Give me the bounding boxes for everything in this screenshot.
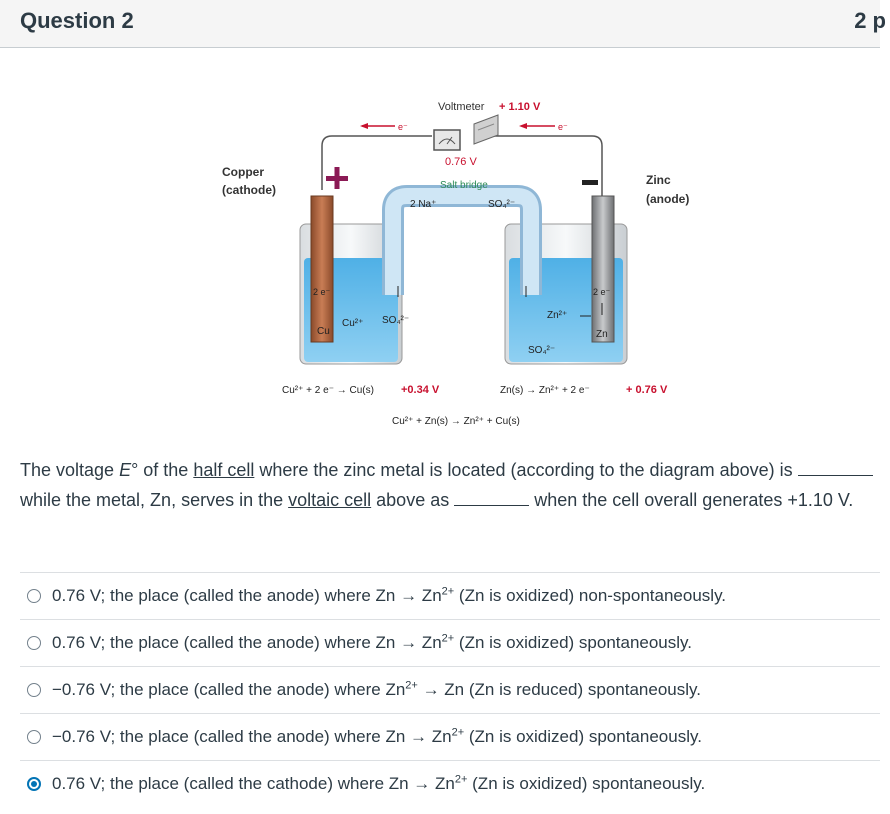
answer-option-5[interactable] [20, 760, 880, 807]
radio-button-selected[interactable] [27, 777, 41, 791]
zinc-half-reaction: Zn(s) → Zn²⁺ + 2 e⁻ [500, 385, 590, 396]
answer-list [20, 572, 880, 807]
prompt-text: above as [371, 490, 455, 510]
question-points: 2 p [854, 8, 886, 33]
answer-label: −0.76 V; the place (called the anode) where $Zn \to Zn^{2+}$ (Zn is oxidized) spontaneously. [52, 726, 702, 746]
zn-ion-label: Zn²⁺ [547, 310, 568, 321]
zn-electron-label: 2 e⁻ [593, 287, 611, 297]
radio-button[interactable] [27, 683, 41, 697]
voltmeter-label: Voltmeter [438, 101, 485, 113]
meter-reading: 0.76 V [445, 156, 477, 168]
so4-left-label: SO₄²⁻ [382, 315, 410, 326]
answer-label: 0.76 V; the place (called the cathode) where $Zn \to Zn^{2+}$ (Zn is oxidized) spontaneously. [52, 773, 706, 793]
answer-option-4[interactable] [20, 713, 880, 760]
question-title: Question 2 [20, 8, 134, 33]
anode-label: (anode) [646, 192, 690, 206]
zn-symbol: Zn [596, 329, 608, 340]
cu-ion-label: Cu²⁺ [342, 318, 364, 329]
voltmeter-icon [434, 115, 498, 150]
so4-bridge-label: SO₄²⁻ [488, 199, 516, 210]
answer-label: −0.76 V; the place (called the anode) where $Zn^{2+} \to Zn$ (Zn is reduced) spontaneously. [52, 679, 701, 699]
prompt-text: while the metal, Zn, serves in the [20, 490, 289, 510]
electron-arrow-left [360, 122, 408, 132]
cathode-label: (cathode) [222, 183, 276, 197]
voltaic-cell-diagram [210, 90, 710, 435]
prompt-text: when the cell overall generates +1.10 V. [529, 490, 854, 510]
cu-symbol: Cu [317, 326, 330, 337]
voltmeter-value: + 1.10 V [499, 101, 541, 113]
answer-label: 0.76 V; the place (called the anode) where $Zn \to Zn^{2+}$ (Zn is oxidized) spontaneously. [52, 632, 693, 652]
electron-arrow-right [519, 122, 568, 132]
copper-label: Copper [222, 165, 264, 179]
prompt-text: The voltage [20, 460, 120, 480]
plus-icon [326, 167, 348, 189]
salt-bridge-label: Salt bridge [440, 180, 488, 191]
half-cell-link[interactable]: half cell [193, 460, 255, 480]
answer-option-2[interactable] [20, 619, 880, 666]
copper-potential: +0.34 V [401, 384, 440, 396]
overall-reaction: Cu²⁺ + Zn(s) → Zn²⁺ + Cu(s) [392, 416, 520, 427]
copper-half-reaction: Cu²⁺ + 2 e⁻ → Cu(s) [282, 385, 374, 396]
answer-option-1[interactable] [20, 572, 880, 619]
voltaic-cell-link[interactable]: voltaic cell [288, 490, 372, 510]
na-ion-label: 2 Na⁺ [410, 199, 437, 210]
prompt-e: E [119, 460, 132, 480]
question-header [0, 0, 886, 48]
answer-option-3[interactable] [20, 666, 880, 713]
zinc-label: Zinc [646, 173, 671, 187]
radio-button[interactable] [27, 589, 41, 603]
answer-label: 0.76 V; the place (called the anode) where $Zn \to Zn^{2+}$ (Zn is oxidized) non-spontaneously. [52, 585, 727, 605]
minus-icon [582, 180, 598, 185]
so4-right-label: SO₄²⁻ [528, 345, 556, 356]
blank-1 [798, 457, 873, 476]
electron-label-right: e⁻ [558, 122, 568, 132]
electron-label-left: e⁻ [398, 122, 408, 132]
radio-button[interactable] [27, 636, 41, 650]
cu-electron-label: 2 e⁻ [313, 287, 331, 297]
question-prompt [20, 455, 890, 515]
zinc-potential: + 0.76 V [626, 384, 668, 396]
prompt-text: where the zinc metal is located (according to the diagram above) is [254, 460, 798, 480]
blank-2 [454, 487, 529, 506]
prompt-text: ° of the [131, 460, 194, 480]
radio-button[interactable] [27, 730, 41, 744]
